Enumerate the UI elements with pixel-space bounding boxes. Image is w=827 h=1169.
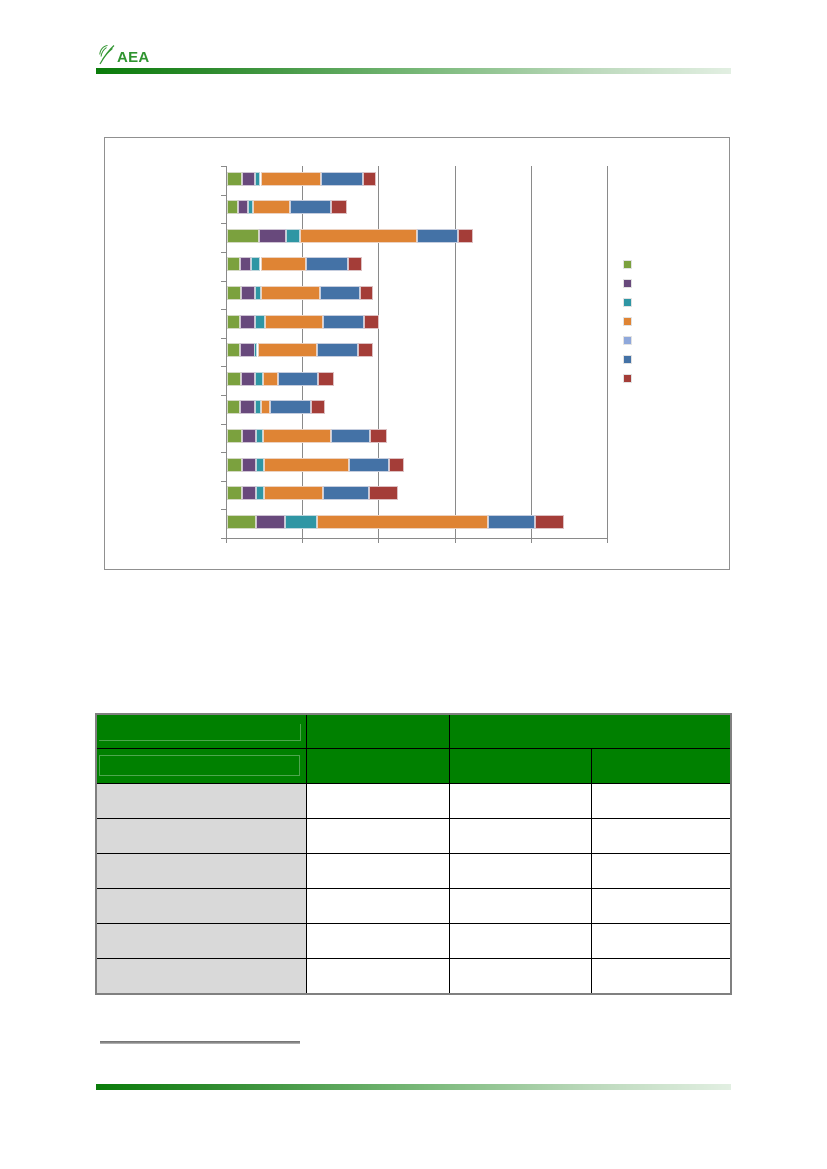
bar-segment-series7	[360, 286, 374, 300]
bar-segment-series1	[227, 343, 240, 357]
y-axis-tick	[221, 452, 226, 453]
bar-segment-series1	[227, 315, 240, 329]
bar-segment-series2	[240, 343, 255, 357]
value-cell	[449, 819, 591, 854]
bar-segment-series6	[317, 343, 358, 357]
header-cell-r2c2	[306, 749, 449, 784]
y-axis-tick	[221, 223, 226, 224]
value-cell	[591, 959, 731, 995]
bar-segment-series7	[318, 372, 334, 386]
bar-segment-series7	[458, 229, 473, 243]
y-axis-tick	[221, 509, 226, 510]
bar-segment-series2	[240, 315, 255, 329]
row-label-cell	[96, 819, 306, 854]
legend-swatch-series6	[624, 356, 631, 363]
y-axis-tick	[221, 538, 226, 539]
value-cell	[591, 924, 731, 959]
footnote-separator-rule	[100, 1041, 300, 1044]
bar-segment-series3	[255, 372, 263, 386]
bar-segment-series3	[285, 515, 317, 529]
header-cell-r2c1	[96, 749, 306, 784]
table-row	[96, 924, 731, 959]
bar-segment-series4	[317, 515, 489, 529]
bar-segment-series1	[227, 486, 242, 500]
bar-segment-series7	[364, 315, 379, 329]
x-axis-tick	[302, 539, 303, 543]
value-cell	[306, 889, 449, 924]
row-label-cell	[96, 889, 306, 924]
value-cell	[306, 819, 449, 854]
y-axis-tick	[221, 481, 226, 482]
bar-segment-series2	[240, 257, 251, 271]
bar-segment-series2	[242, 486, 257, 500]
bar-segment-series3	[251, 257, 260, 271]
table-header-row-2	[96, 749, 731, 784]
leaf-swoosh-icon	[98, 44, 115, 70]
value-cell	[306, 959, 449, 995]
bar-segment-series4	[261, 286, 320, 300]
x-axis-tick	[455, 539, 456, 543]
gridline	[607, 166, 608, 538]
bar-segment-series4	[261, 172, 321, 186]
bar-segment-series4	[263, 429, 332, 443]
x-axis-tick	[607, 539, 608, 543]
bar-segment-series4	[264, 458, 349, 472]
row-label-cell	[96, 959, 306, 995]
bar-segment-series2	[240, 400, 255, 414]
bar-segment-series6	[349, 458, 389, 472]
bar-segment-series4	[263, 372, 278, 386]
data-table-wrap	[95, 713, 730, 995]
bar-segment-series4	[265, 315, 323, 329]
value-cell	[449, 854, 591, 889]
y-axis-tick	[221, 166, 226, 167]
row-label-cell	[96, 854, 306, 889]
bar-segment-series4	[258, 343, 317, 357]
bar-segment-series4	[261, 400, 269, 414]
bar-segment-series4	[261, 257, 307, 271]
stacked-bar-chart	[104, 137, 730, 570]
value-cell	[449, 784, 591, 819]
header-inner-corner-line	[99, 724, 301, 741]
bar-segment-series1	[227, 257, 240, 271]
table-header-row-1	[96, 714, 731, 749]
legend-swatch-series7	[624, 375, 631, 382]
value-cell	[591, 889, 731, 924]
bar-segment-series6	[331, 429, 370, 443]
value-cell	[449, 959, 591, 995]
bar-segment-series2	[241, 286, 256, 300]
bar-segment-series2	[256, 515, 285, 529]
bar-segment-series1	[227, 400, 240, 414]
table-row	[96, 889, 731, 924]
bar-segment-series1	[227, 229, 259, 243]
bar-segment-series7	[389, 458, 404, 472]
header-inner-box-line	[99, 755, 300, 776]
logo-text: AEA	[117, 48, 150, 66]
header-cell-r1c3	[449, 714, 731, 749]
header-cell-r2c3	[449, 749, 591, 784]
value-cell	[449, 924, 591, 959]
plot-area	[226, 166, 607, 538]
bar-segment-series3	[286, 229, 301, 243]
bar-segment-series1	[227, 429, 242, 443]
bar-segment-series1	[227, 172, 242, 186]
bar-segment-series1	[227, 458, 242, 472]
bar-segment-series2	[241, 372, 256, 386]
y-axis-tick	[221, 395, 226, 396]
bar-segment-series1	[227, 372, 241, 386]
bar-segment-series2	[238, 200, 248, 214]
bar-segment-series1	[227, 515, 256, 529]
table-row	[96, 959, 731, 995]
legend-swatch-series1	[624, 261, 631, 268]
bar-segment-series7	[348, 257, 362, 271]
bar-segment-series7	[363, 172, 376, 186]
legend-swatch-series4	[624, 318, 631, 325]
bar-segment-series2	[242, 172, 255, 186]
value-cell	[306, 854, 449, 889]
data-table	[95, 713, 732, 995]
bar-segment-series3	[256, 486, 264, 500]
row-label-cell	[96, 784, 306, 819]
x-axis-tick	[226, 539, 227, 543]
bar-segment-series2	[242, 458, 257, 472]
bar-segment-series7	[358, 343, 373, 357]
bar-segment-series7	[369, 486, 399, 500]
bar-segment-series6	[306, 257, 348, 271]
bar-segment-series4	[300, 229, 417, 243]
table-row	[96, 784, 731, 819]
bar-segment-series6	[270, 400, 311, 414]
y-axis-tick	[221, 366, 226, 367]
legend-swatch-series2	[624, 280, 631, 287]
bar-segment-series6	[488, 515, 535, 529]
bar-segment-series3	[256, 458, 264, 472]
bar-segment-series6	[323, 315, 364, 329]
bar-segment-series6	[290, 200, 330, 214]
table-row	[96, 854, 731, 889]
y-axis-tick	[221, 195, 226, 196]
bar-segment-series6	[323, 486, 369, 500]
bar-segment-series2	[242, 429, 257, 443]
y-axis-tick	[221, 252, 226, 253]
x-axis-tick	[378, 539, 379, 543]
y-axis-tick	[221, 281, 226, 282]
bar-segment-series4	[264, 486, 323, 500]
bar-segment-series6	[417, 229, 458, 243]
bar-segment-series6	[278, 372, 318, 386]
legend-swatch-series3	[624, 299, 631, 306]
header-cell-r2c4	[591, 749, 731, 784]
value-cell	[306, 784, 449, 819]
bar-segment-series7	[331, 200, 347, 214]
gridline	[455, 166, 456, 538]
value-cell	[449, 889, 591, 924]
bar-segment-series7	[535, 515, 565, 529]
header-cell-r1c2	[306, 714, 449, 749]
x-axis-line	[226, 538, 608, 539]
bar-segment-series7	[311, 400, 326, 414]
x-axis-tick	[531, 539, 532, 543]
chart-legend	[624, 261, 714, 394]
y-axis-tick	[221, 338, 226, 339]
bar-segment-series6	[321, 172, 363, 186]
value-cell	[591, 819, 731, 854]
header-gradient-bar	[96, 68, 731, 74]
row-label-cell	[96, 924, 306, 959]
value-cell	[306, 924, 449, 959]
bar-segment-series6	[320, 286, 360, 300]
legend-swatch-series5	[624, 337, 631, 344]
footer-gradient-bar	[96, 1084, 731, 1090]
bar-segment-series4	[253, 200, 290, 214]
bar-segment-series1	[227, 200, 238, 214]
gridline	[378, 166, 379, 538]
y-axis-tick	[221, 309, 226, 310]
gridline	[531, 166, 532, 538]
table-row	[96, 819, 731, 854]
value-cell	[591, 854, 731, 889]
bar-segment-series2	[259, 229, 286, 243]
value-cell	[591, 784, 731, 819]
y-axis-tick	[221, 424, 226, 425]
header-cell-r1c1	[96, 714, 306, 749]
bar-segment-series3	[255, 315, 265, 329]
bar-segment-series7	[370, 429, 387, 443]
bar-segment-series1	[227, 286, 241, 300]
aea-logo	[98, 44, 150, 70]
